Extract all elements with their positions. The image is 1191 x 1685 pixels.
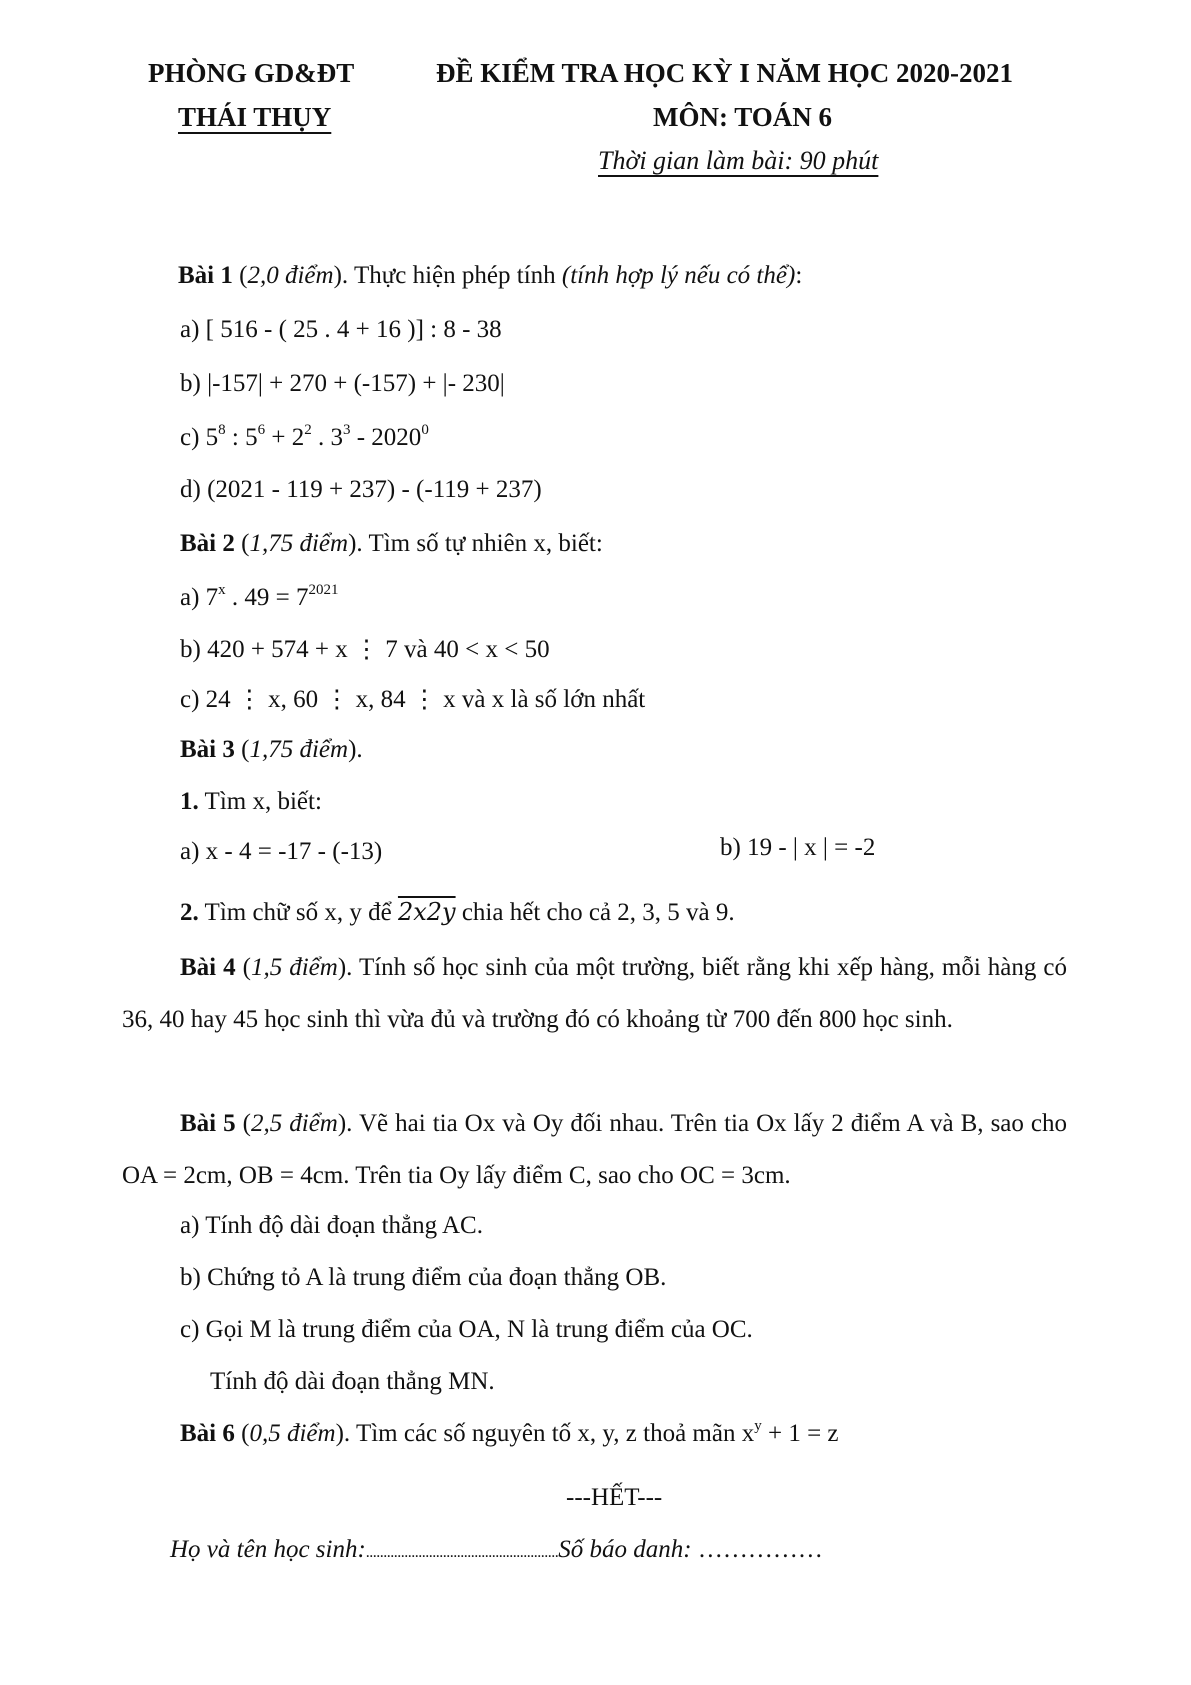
- bai2-b: b) 420 + 574 + x ⋮ 7 và 40 < x < 50: [180, 636, 550, 663]
- bai5-b: b) Chứng tỏ A là trung điểm của đoạn thẳng OB.: [180, 1264, 667, 1291]
- department-name: PHÒNG GD&ĐT: [148, 58, 355, 88]
- student-id-blank: ……………: [691, 1536, 823, 1563]
- bai2-points: 1,75 điểm: [249, 530, 349, 557]
- bai1-label: Bài 1: [178, 262, 233, 289]
- bai5: Bài 5 (2,5 điểm). Vẽ hai tia Ox và Oy đối nhau. Trên tia Ox lấy 2 điểm A và B, sao cho OA = 2cm, OB = 4cm. Trên tia Oy lấy điểm C, sao cho OC = 3cm.: [122, 1110, 1067, 1189]
- bai2-label: Bài 2: [180, 530, 235, 557]
- bai2-heading: Bài 2 (1,75 điểm). Tìm số tự nhiên x, biết:: [180, 530, 603, 557]
- bai3-part1: 1. Tìm x, biết:: [180, 788, 322, 815]
- bai5-label: Bài 5: [180, 1110, 236, 1137]
- student-name-blank: .......................................................: [365, 1544, 559, 1561]
- bai5-a: a) Tính độ dài đoạn thẳng AC.: [180, 1212, 483, 1239]
- bai3-points: 1,75 điểm: [249, 736, 349, 763]
- bai1-points: 2,0 điểm: [247, 262, 334, 289]
- bai4: Bài 4 (1,5 điểm). Tính số học sinh của một trường, biết rằng khi xếp hàng, mỗi hàng có 36, 40 hay 45 học sinh thì vừa đủ và trường đó có khoảng từ 700 đến 800 học sinh.: [122, 954, 1067, 1033]
- bai4-points: 1,5 điểm: [250, 954, 338, 981]
- bai2-text: . Tìm số tự nhiên x, biết:: [356, 530, 603, 557]
- bai4-label: Bài 4: [180, 954, 236, 981]
- student-id-label: Số báo danh:: [558, 1536, 692, 1563]
- bai5-points: 2,5 điểm: [250, 1110, 338, 1137]
- bai1-d: d) (2021 - 119 + 237) - (-119 + 237): [180, 476, 542, 503]
- bai1-a: a) [ 516 - ( 25 . 4 + 16 )] : 8 - 38: [180, 316, 502, 343]
- district-name: THÁI THỤY: [178, 102, 332, 132]
- bai6: Bài 6 (0,5 điểm). Tìm các số nguyên tố x, y, z thoả mãn $x^y + 1 = z$: [180, 1418, 839, 1447]
- bai3-heading: Bài 3 (1,75 điểm).: [180, 736, 363, 763]
- end-mark: ---HẾT---: [566, 1484, 663, 1511]
- bai3-b: b) 19 - | x | = -2: [720, 834, 876, 861]
- exam-title: ĐỀ KIỂM TRA HỌC KỲ I NĂM HỌC 2020-2021: [436, 58, 1014, 88]
- bai1-heading: Bài 1 (2,0 điểm). Thực hiện phép tính (tính hợp lý nếu có thể):: [178, 262, 803, 289]
- bai3-label: Bài 3: [180, 736, 235, 763]
- bai4-text: . Tính số học sinh của một trường, biết rằng khi xếp hàng, mỗi hàng có 36, 40 hay 45 học sinh thì vừa đủ và trường đó có khoảng từ 700 đến 800 học sinh.: [122, 954, 1067, 1033]
- overlined-number: 2x2y: [397, 898, 456, 926]
- bai1-b: b) |-157| + 270 + (-157) + |- 230|: [180, 370, 505, 397]
- bai3-a: a) x - 4 = -17 - (-13): [180, 838, 383, 865]
- student-name-label: Họ và tên học sinh:: [170, 1536, 366, 1563]
- bai5-c2: Tính độ dài đoạn thẳng MN.: [210, 1368, 495, 1395]
- bai1-note: (tính hợp lý nếu có thể): [561, 262, 796, 289]
- bai1-c: c) $5^8$ : $5^6 + 2^2$ . $3^3 - 2020^0$: [180, 422, 429, 451]
- bai1-colon: :: [795, 262, 803, 289]
- bai5-c: c) Gọi M là trung điểm của OA, N là trung điểm của OC.: [180, 1316, 753, 1343]
- bai2-c: c) 24 ⋮ x, 60 ⋮ x, 84 ⋮ x và x là số lớn nhất: [180, 686, 646, 713]
- exam-subject: MÔN: TOÁN 6: [653, 102, 833, 132]
- bai6-label: Bài 6: [180, 1420, 235, 1447]
- bai3-part2: 2. Tìm chữ số x, y để 2x2y chia hết cho cả 2, 3, 5 và 9.: [180, 898, 735, 926]
- bai5-text: . Vẽ hai tia Ox và Oy đối nhau. Trên tia Ox lấy 2 điểm A và B, sao cho OA = 2cm, OB = 4cm. Trên tia Oy lấy điểm C, sao cho OC = 3cm.: [122, 1110, 1067, 1189]
- bai1-text: . Thực hiện phép tính: [341, 262, 562, 289]
- bai6-points: 0,5 điểm: [249, 1420, 336, 1447]
- exam-time: Thời gian làm bài: 90 phút: [598, 146, 879, 175]
- bai2-a: a) 7$^x$ . $49 = 7^{2021}$: [180, 582, 339, 611]
- student-info-line: [170, 1536, 823, 1564]
